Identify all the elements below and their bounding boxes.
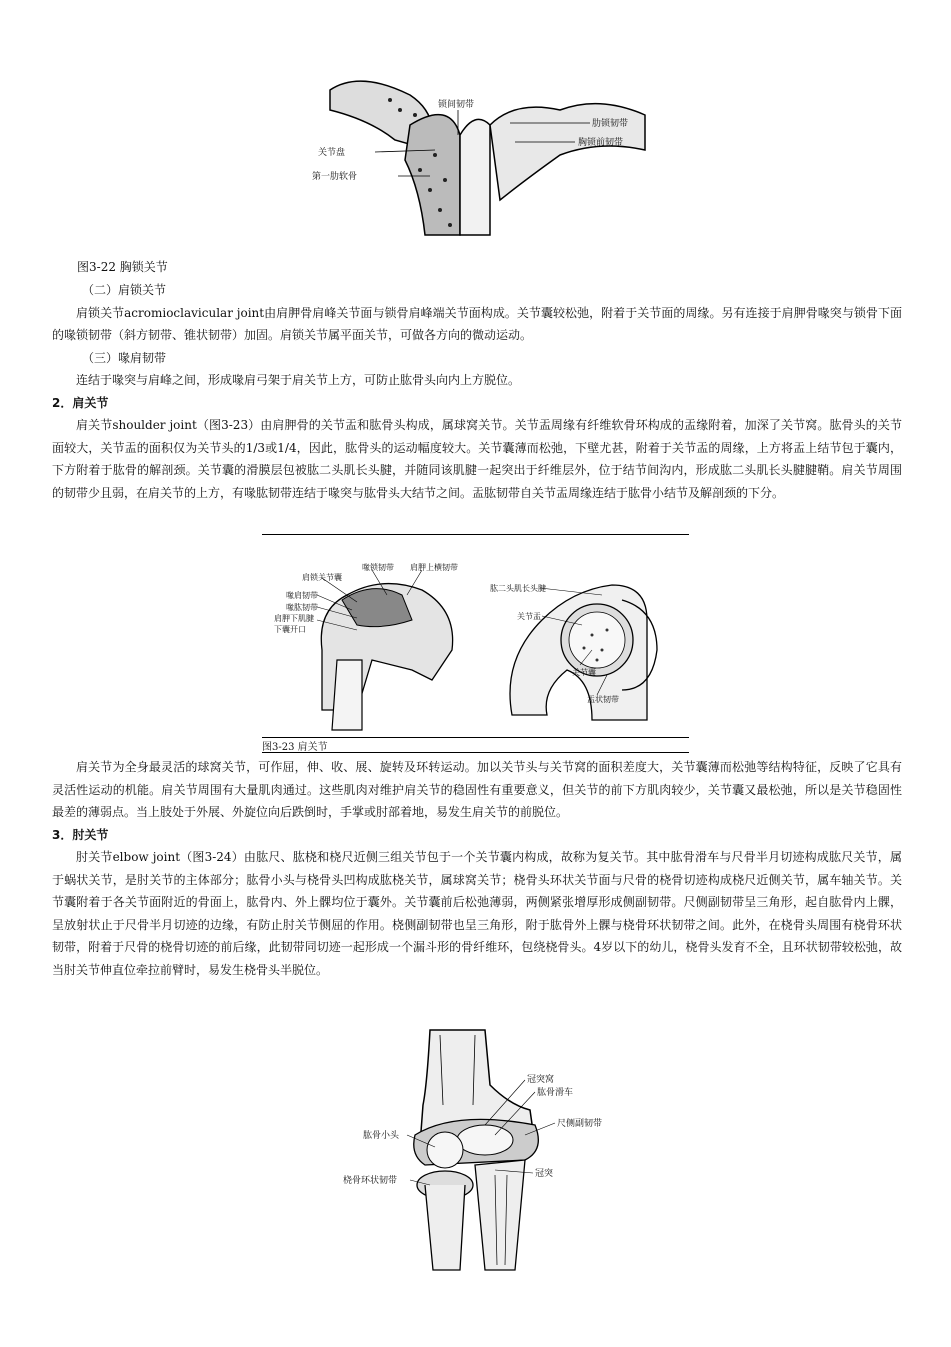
label-ac-capsule: 肩锁关节囊 xyxy=(302,573,342,582)
label-first-costal-cartilage: 第一肋软骨 xyxy=(312,172,358,182)
label-ulnar-collateral: 尺侧副韧带 xyxy=(557,1119,603,1129)
label-coracoclavicular: 喙锁韧带 xyxy=(362,563,394,572)
section-shoulder-title: 2．肩关节 xyxy=(52,395,109,410)
section-acromioclavicular-body: 肩锁关节acromioclavicular joint由肩胛骨肩峰关节面与锁骨肩峰端关节面构成。关节囊较松弛，附着于关节面的周缘。另有连接于肩胛骨喙突与锁骨下面的喙锁韧带（斜方韧带、锥状韧带）加固。肩锁关节属平面关节，可做各方向的微动运动。 xyxy=(52,305,902,342)
section-shoulder-body-2: 肩关节为全身最灵活的球窝关节，可作屈，伸、收、展、旋转及环转运动。加以关节头与关节窝的面积差度大，关节囊薄而松弛等结构特征，反映了它具有灵活性运动的机能。肩关节周围有大量肌肉通过。这些肌肉对维护肩关节的稳固性有重要意义，但关节的前下方肌肉较少，关节囊又最松弛，所以是关节稳固性最差的薄弱点。当上肢处于外展、外旋位向后跌倒时，手掌或肘部着地，易发生肩关节的前脱位。 xyxy=(52,760,902,819)
figure-3-23-bottom-rule xyxy=(262,752,689,753)
label-capitulum: 肱骨小头 xyxy=(363,1131,400,1141)
section-coracoacromial-body: 连结于喙突与肩峰之间，形成喙肩弓架于肩关节上方，可防止肱骨头向内上方脱位。 xyxy=(76,373,521,387)
label-coracoacromial: 喙肩韧带 xyxy=(286,591,318,600)
label-subscapularis-tendon: 肩胛下肌腱 xyxy=(274,614,314,623)
label-superior-transverse-scapular: 肩胛上横韧带 xyxy=(410,563,458,572)
section-elbow-title: 3．肘关节 xyxy=(52,827,109,842)
label-glenoid: 关节盂 xyxy=(517,612,541,621)
section-acromioclavicular-title: （二）肩锁关节 xyxy=(82,283,167,297)
label-glenoid-labrum: 盂状韧带 xyxy=(587,695,619,704)
label-capsule: 关节囊 xyxy=(572,668,596,677)
figure-3-24 xyxy=(335,1025,625,1275)
figure-3-23 xyxy=(262,540,689,735)
label-costoclavicular: 肋锁韧带 xyxy=(592,119,629,129)
label-trochlea: 肱骨滑车 xyxy=(537,1088,574,1098)
figure-3-23-caption: 图3-23 肩关节 xyxy=(262,742,328,753)
figure-3-23-illustration xyxy=(262,540,689,735)
label-coracohumeral: 喙肱韧带 xyxy=(286,603,318,612)
figure-3-22-caption: 图3-22 胸锁关节 xyxy=(77,260,168,274)
figure-3-24-illustration xyxy=(335,1025,625,1275)
text-section-2 xyxy=(52,756,902,981)
label-coronoid-fossa: 冠突窝 xyxy=(527,1075,555,1085)
figure-3-23-top-rule xyxy=(262,534,689,535)
label-interclavicular: 锁间韧带 xyxy=(438,100,475,110)
label-subscapularis-opening: 下囊开口 xyxy=(274,625,306,634)
section-shoulder-body: 肩关节shoulder joint（图3-23）由肩胛骨的关节盂和肱骨头构成，属球窝关节。关节盂周缘有纤维软骨环构成的盂缘附着，加深了关节窝。肱骨头的关节面较大，关节盂的面积仅为关节头的1/3或1/4，因此，肱骨头的运动幅度较大。关节囊薄而松弛，下壁尤甚，附着于关节盂的周缘，上方将盂上结节包于囊内，下方附着于肱骨的解剖颈。关节囊的滑膜层包被肱二头肌长头腱，并随同该肌腱一起突出于纤维层外，位于结节间沟内，形成肱二头肌长头腱腱鞘。肩关节周围的韧带少且弱，在肩关节的上方，有喙肱韧带连结于喙突与肱骨头大结节之间。盂肱韧带自关节盂周缘连结于肱骨小结节及解剖颈的下分。 xyxy=(52,418,902,500)
label-articular-disc: 关节盘 xyxy=(318,148,346,158)
label-anterior-sternoclavicular: 胸锁前韧带 xyxy=(578,138,624,148)
label-annular: 桡骨环状韧带 xyxy=(343,1176,398,1186)
section-elbow-body: 肘关节elbow joint（图3-24）由肱尺、肱桡和桡尺近侧三组关节包于一个关节囊内构成，故称为复关节。其中肱骨滑车与尺骨半月切迹构成肱尺关节，属于蜗状关节，是肘关节的主体部分；肱骨小头与桡骨头凹构成肱桡关节，属球窝关节；桡骨头环状关节面与尺骨的桡骨切迹构成桡尺近侧关节，属车轴关节。关节囊附着于各关节面附近的骨面上，肱骨内、外上髁均位于囊外。关节囊前后松弛薄弱，两侧紧张增厚形成侧副韧带。尺侧副韧带呈三角形，起自肱骨内上髁，呈放射状止于尺骨半月切迹的边缘，有防止肘关节侧屈的作用。桡侧副韧带也呈三角形，附于肱骨外上髁与桡骨环状韧带之间。此外，在桡骨头周围有桡骨环状韧带，附着于尺骨的桡骨切迹的前后缘，此韧带同切迹一起形成一个漏斗形的骨纤维环，包绕桡骨头。4岁以下的幼儿，桡骨头发育不全，且环状韧带较松弛，故当肘关节伸直位牵拉前臂时，易发生桡骨头半脱位。 xyxy=(52,850,902,977)
label-biceps-long-head: 肱二头肌长头腱 xyxy=(490,584,546,593)
figure-3-22-illustration xyxy=(300,40,660,245)
text-section-1 xyxy=(52,279,902,504)
figure-3-22 xyxy=(300,40,660,245)
label-coronoid: 冠突 xyxy=(535,1169,554,1179)
section-coracoacromial-title: （三）喙肩韧带 xyxy=(82,350,167,365)
